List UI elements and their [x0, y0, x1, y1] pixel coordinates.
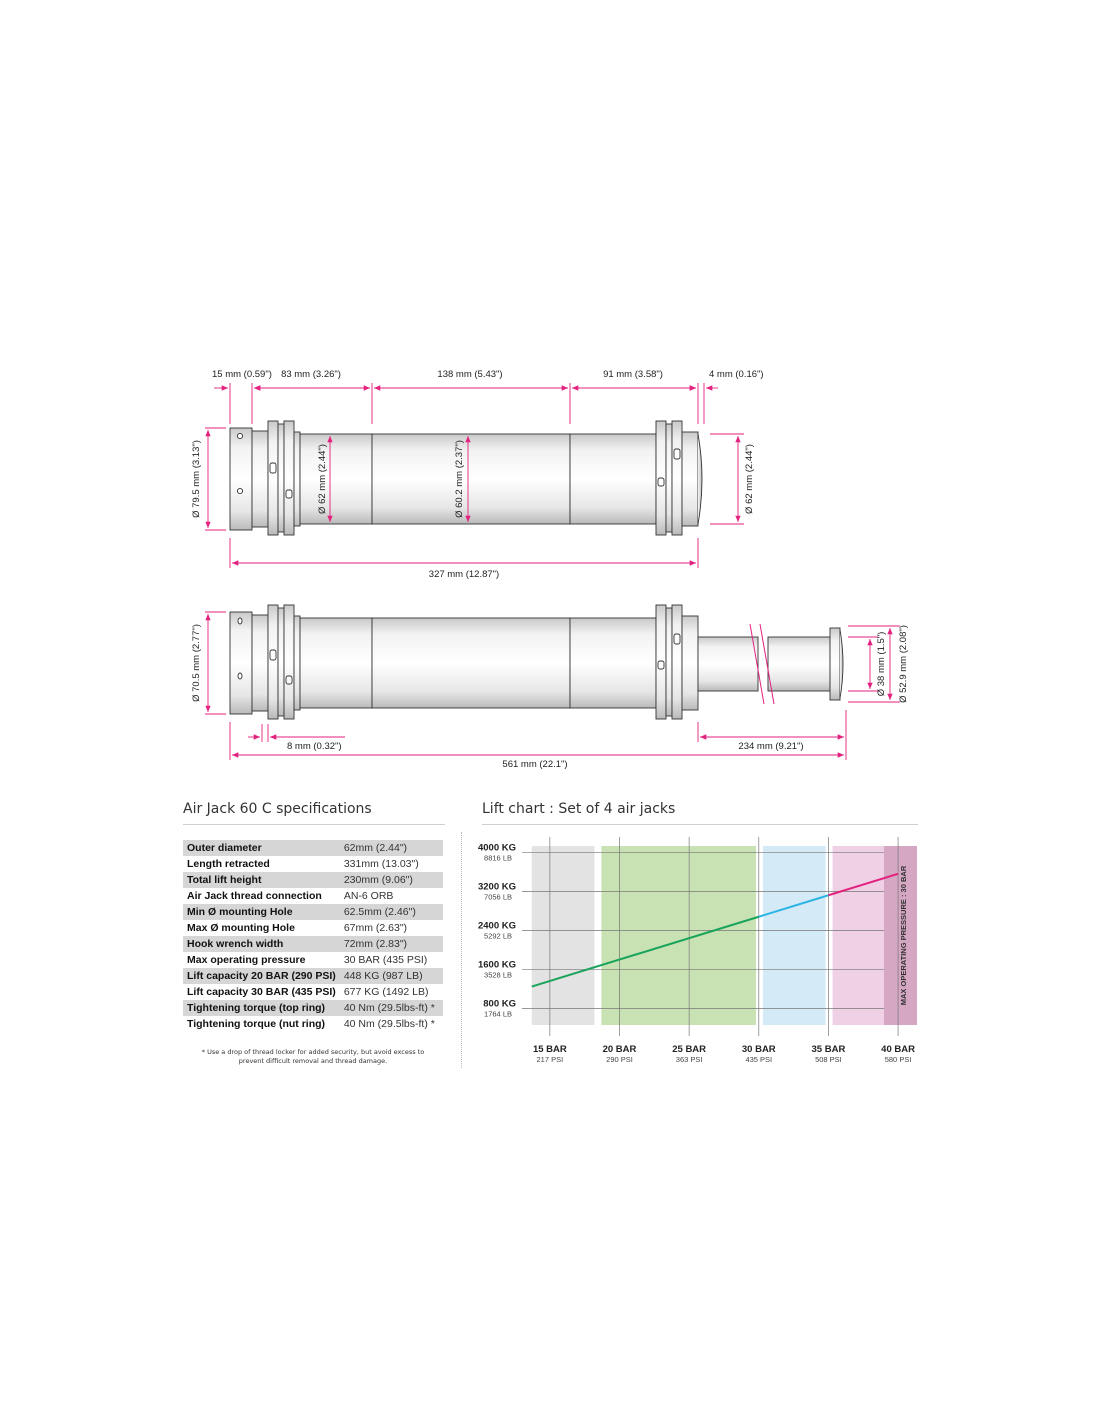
- dim-head-label: Ø 52.9 mm (2.08"): [898, 625, 909, 703]
- y-tick-sublabel: 8816 LB: [484, 853, 512, 863]
- dim-total-length-label: 561 mm (22.1"): [502, 759, 568, 770]
- x-tick-sublabel: 508 PSI: [815, 1055, 842, 1064]
- spec-value: 677 KG (1492 LB): [343, 986, 429, 998]
- y-tick-label: 2400 KG: [477, 920, 516, 932]
- specs-title: Air Jack 60 C specifications: [183, 801, 372, 817]
- dim-stroke-label: 234 mm (9.21"): [738, 741, 804, 752]
- spec-value: 230mm (9.06"): [340, 872, 443, 888]
- x-tick-label: 25 BAR: [672, 1044, 707, 1055]
- pressure-band: [601, 846, 756, 1025]
- dim-body-2-label: Ø 60.2 mm (2.37"): [454, 440, 465, 518]
- dim-flange-label: 15 mm (0.59"): [212, 369, 272, 380]
- dim-cap-label: 4 mm (0.16"): [709, 369, 764, 380]
- x-tick-sublabel: 363 PSI: [675, 1055, 703, 1064]
- spec-label: Tightening torque (nut ring): [187, 1018, 326, 1030]
- x-tick-sublabel: 580 PSI: [884, 1055, 912, 1064]
- footnote-line-2: prevent difficult removal and thread damage.: [238, 1057, 388, 1065]
- x-tick-sublabel: 435 PSI: [745, 1055, 773, 1064]
- spec-label: Max Ø mounting Hole: [187, 922, 295, 934]
- pressure-band: [532, 846, 595, 1025]
- spec-value: 62mm (2.44"): [340, 840, 443, 856]
- y-tick-label: 4000 KG: [477, 842, 516, 854]
- y-tick-sublabel: 7056 LB: [484, 892, 512, 902]
- y-tick-sublabel: 1764 LB: [484, 1009, 512, 1019]
- spec-label: Total lift height: [183, 872, 340, 888]
- spec-value: 62.5mm (2.46"): [340, 904, 443, 920]
- y-tick-label: 3200 KG: [477, 881, 516, 893]
- spec-label: Lift capacity 20 BAR (290 PSI): [183, 968, 340, 984]
- pressure-band: [763, 846, 826, 1025]
- spec-value: 72mm (2.83"): [340, 936, 443, 952]
- x-tick-label: 20 BAR: [602, 1044, 637, 1055]
- dim-segment-3-label: 91 mm (3.58"): [603, 369, 663, 380]
- dim-outer-left-label: Ø 79.5 mm (3.13"): [191, 440, 202, 518]
- spec-value: AN-6 ORB: [343, 890, 394, 902]
- spec-label: Outer diameter: [183, 840, 340, 856]
- y-tick-label: 800 KG: [483, 998, 516, 1010]
- x-tick-label: 30 BAR: [741, 1044, 776, 1055]
- spec-value: 448 KG (987 LB): [340, 968, 443, 984]
- max-pressure-label: MAX OPERATING PRESSURE : 30 BAR: [899, 865, 908, 1006]
- spec-label: Length retracted: [187, 858, 270, 870]
- x-tick-label: 35 BAR: [811, 1044, 846, 1055]
- spec-label: Lift capacity 30 BAR (435 PSI): [187, 986, 336, 998]
- dim-segment-2-label: 138 mm (5.43"): [437, 369, 503, 380]
- dim-right-label: Ø 62 mm (2.44"): [744, 444, 755, 514]
- spec-label: Min Ø mounting Hole: [183, 904, 340, 920]
- spec-label: Max operating pressure: [187, 954, 306, 966]
- spec-label: Tightening torque (top ring): [183, 1000, 340, 1016]
- x-tick-sublabel: 290 PSI: [606, 1055, 633, 1064]
- y-tick-label: 1600 KG: [477, 959, 516, 971]
- spec-label: Hook wrench width: [183, 936, 340, 952]
- spec-label: Air Jack thread connection: [187, 890, 322, 902]
- dim-body-1-label: Ø 62 mm (2.44"): [317, 444, 328, 514]
- spec-value: 40 Nm (29.5lbs-ft) *: [340, 1000, 443, 1016]
- x-tick-sublabel: 217 PSI: [536, 1055, 564, 1064]
- x-tick-label: 15 BAR: [532, 1044, 567, 1055]
- spec-value: 40 Nm (29.5lbs-ft) *: [343, 1018, 435, 1030]
- y-tick-sublabel: 3528 LB: [484, 970, 512, 980]
- dim-length-label: 327 mm (12.87"): [428, 569, 500, 580]
- y-tick-sublabel: 5292 LB: [484, 931, 512, 941]
- x-tick-label: 40 BAR: [881, 1044, 915, 1055]
- dim-piston-label: Ø 38 mm (1.5"): [876, 631, 887, 697]
- spec-value: 67mm (2.63"): [343, 922, 408, 934]
- dim-outer-left-bottom-label: Ø 70.5 mm (2.77"): [191, 624, 202, 702]
- footnote-line-1: * Use a drop of thread locker for added security, but avoid excess to: [201, 1048, 425, 1056]
- spec-value: 30 BAR (435 PSI): [343, 954, 428, 966]
- dim-segment-1-label: 83 mm (3.26"): [281, 369, 341, 380]
- chart-title: Lift chart : Set of 4 air jacks: [482, 801, 676, 817]
- dim-ring-label: 8 mm (0.32"): [287, 741, 342, 752]
- spec-value: 331mm (13.03"): [343, 858, 419, 870]
